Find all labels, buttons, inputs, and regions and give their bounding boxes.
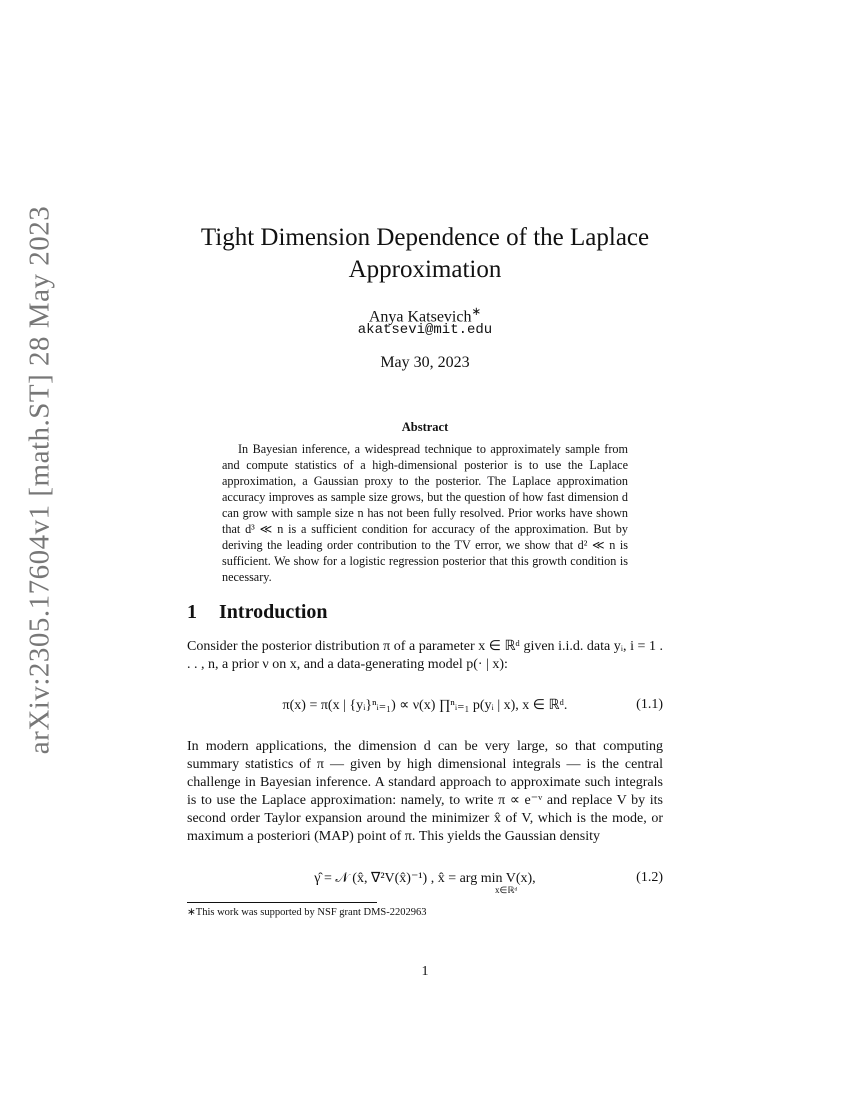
abstract-body (222, 441, 628, 585)
page-number: 1 (421, 964, 429, 979)
section-number: 1 (187, 601, 197, 623)
section-heading (187, 601, 328, 624)
paper-title (150, 222, 700, 286)
title-line-1: Tight Dimension Dependence of the Laplace (200, 224, 650, 251)
equation-1-2-tag: (1.2) (636, 870, 663, 885)
author-name: Anya Katsevich (368, 308, 472, 326)
author-footnote-mark: ∗ (471, 306, 482, 318)
footnote: ∗This work was supported by NSF grant DMS-2202963 (187, 907, 427, 918)
equation-1-2-subscript: x∈ℝᵈ (495, 885, 518, 895)
footnote-rule (187, 902, 377, 903)
paper-date: May 30, 2023 (380, 354, 470, 371)
section-title: Introduction (219, 601, 328, 623)
abstract-text: In Bayesian inference, a widespread technique to approximately sample from and compute statistics of a high-dimensional posterior is to use the Laplace approximation, a Gaussian proxy to the posterior. The Laplace approximation accuracy improves as sample size grows, but the question of how fast dimension d can grow with sample size n has not been fully resolved. Prior works have shown that d³ ≪ n is a sufficient condition for accuracy of the approximation. But by deriving the leading order contribution to the TV error, we show that d² ≪ n is sufficient. We show for a logistic regression posterior that this growth condition is necessary. (222, 442, 628, 584)
title-line-2: Approximation (348, 256, 502, 283)
abstract-heading: Abstract (401, 420, 449, 434)
arxiv-id: arXiv:2305.17604v1 [math.ST] 28 May 2023 (23, 205, 56, 755)
equation-1-2-body: γ̂ = 𝒩 (x̂, ∇²V(x̂)⁻¹) , x̂ = arg min V(x), (314, 871, 536, 886)
equation-1-1-body: π(x) = π(x | {yᵢ}ⁿᵢ₌₁) ∝ ν(x) ∏ⁿᵢ₌₁ p(yᵢ | x), x ∈ ℝᵈ. (282, 698, 568, 713)
intro-paragraph-1: Consider the posterior distribution π of a parameter x ∈ ℝᵈ given i.i.d. data yᵢ, i = 1 . . . , n, a prior ν on x, and a data-generating model p(· | x): (187, 639, 663, 672)
equation-1-1-tag: (1.1) (636, 697, 663, 712)
author-email: akatsevi@mit.edu (357, 322, 493, 338)
intro-paragraph-2: In modern applications, the dimension d can be very large, so that computing summary statistics of π — given by high dimensional integrals — is the central challenge in Bayesian inference. A standard approach to approximate such integrals is to use the Laplace approximation: namely, to write π ∝ e⁻ᵛ and replace V by its second order Taylor expansion around the minimizer x̂ of V, which is the mode, or maximum a posteriori (MAP) point of π. This yields the Gaussian density (187, 739, 663, 844)
